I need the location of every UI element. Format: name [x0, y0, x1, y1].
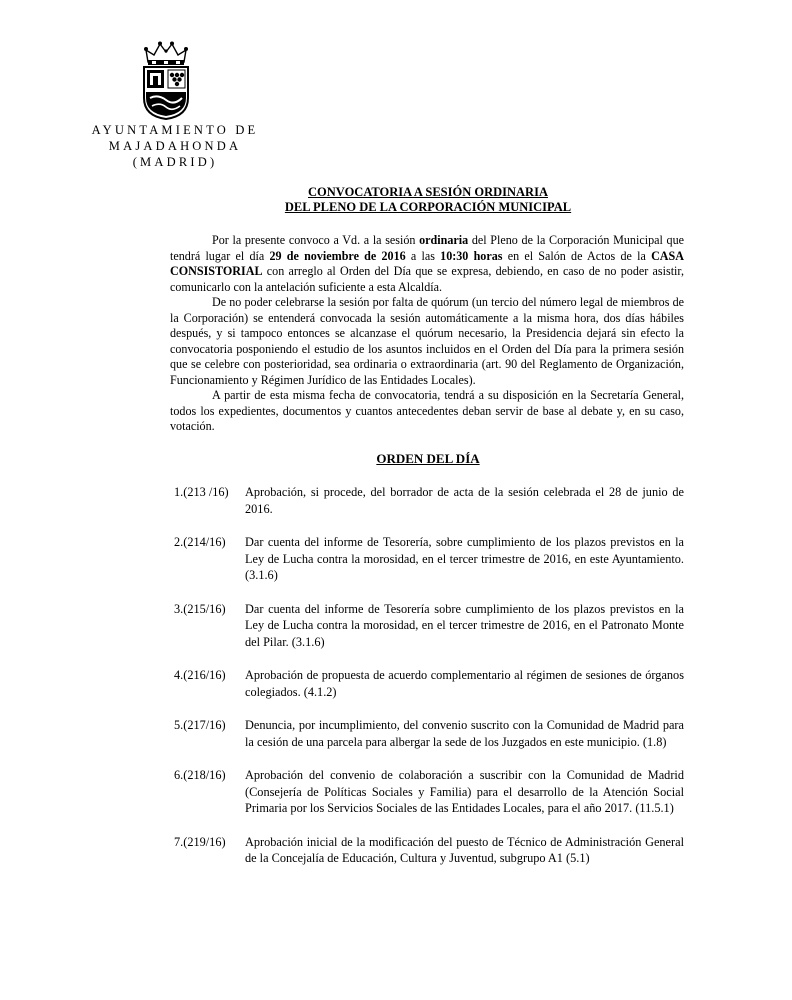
agenda-item-text: Denuncia, por incumplimiento, del convenio suscrito con la Comunidad de Madrid para la cesión de una parcela para albergar la sede de los Juzgados en este municipio. (1.8) [245, 718, 684, 749]
document-title [170, 185, 686, 215]
agenda-item-number: 5.(217/16) [174, 718, 226, 732]
agenda-item [174, 667, 684, 700]
intro-text: con arreglo al Orden del Día que se expresa, debiendo, en caso de no poder asistir, comunicarlo con la antelación suficiente a esta Alcaldía. [170, 264, 684, 294]
intro-body [170, 233, 684, 435]
agenda-item [174, 717, 684, 750]
agenda-item-text: Dar cuenta del informe de Tesorería sobre cumplimiento de los plazos previstos en la Ley de Lucha contra la morosidad, en el tercer trimestre de 2016, en el Patronato Monte del Pilar. (3.1.6) [245, 601, 684, 649]
org-line-2: MAJADAHONDA [108, 139, 242, 153]
agenda-item-number: 1.(213 /16) [174, 485, 229, 499]
intro-paragraph-1 [170, 233, 684, 295]
agenda-item-number: 4.(216/16) [174, 668, 226, 682]
title-line-1: CONVOCATORIA A SESIÓN ORDINARIA [308, 185, 548, 199]
intro-text: en el Salón de Actos de la [502, 248, 652, 263]
agenda-item [174, 484, 684, 517]
agenda-item [174, 601, 684, 651]
agenda-item-text: Dar cuenta del informe de Tesorería, sobre cumplimiento de los plazos previstos en la Ley de Lucha contra la morosidad, en el tercer trimestre de 2016, en este Ayuntamiento. (3.1.6) [245, 535, 684, 582]
intro-text: del Pleno de la Corporación Municipal que tendrá lugar el día [170, 233, 684, 263]
agenda-item-number: 6.(218/16) [174, 768, 226, 782]
org-line-3: (MADRID) [132, 155, 218, 169]
org-line-1: AYUNTAMIENTO DE [91, 123, 259, 137]
session-date: 29 de noviembre de 2016 [269, 248, 406, 263]
agenda-item-text: Aprobación del convenio de colaboración a suscribir con la Comunidad de Madrid (Consejería de Políticas Sociales y Familia) para el desarrollo de la Atención Social Primaria por los Servicios Sociales de las Entidades Locales, para el año 2017. (11.5.1) [245, 768, 684, 815]
intro-paragraph-3: A partir de esta misma fecha de convocatoria, tendrá a su disposición en la Secretaría General, todos los expedientes, documentos y cuantos antecedentes deban servir de base al debate y, en su caso, votación. [170, 388, 684, 433]
agenda-list [174, 484, 684, 884]
agenda-item-number: 2.(214/16) [174, 535, 226, 549]
session-type: ordinaria [419, 233, 469, 247]
organization-name [80, 122, 270, 170]
agenda-item [174, 534, 684, 584]
agenda-item-text: Aprobación, si procede, del borrador de acta de la sesión celebrada el 28 de junio de 2016. [245, 485, 684, 516]
agenda-heading: ORDEN DEL DÍA [376, 451, 480, 466]
agenda-item [174, 834, 684, 867]
session-time: 10:30 horas [440, 248, 503, 263]
agenda-item-text: Aprobación inicial de la modificación del puesto de Técnico de Administración General de la Concejalía de Educación, Cultura y Juventud, subgrupo A1 (5.1) [245, 834, 684, 865]
intro-paragraph-2: De no poder celebrarse la sesión por falta de quórum (un tercio del número legal de miembros de la Corporación) se entenderá convocada la sesión automáticamente a la misma hora, dos días hábiles después, y si tampoco entonces se alcanzase el quórum necesario, la Presidencia dejará sin efecto la convocatoria posponiendo el estudio de los asuntos incluidos en el Orden del Día para la primera sesión que se celebre con posterioridad, sea ordinaria o extraordinaria (art. 90 del Reglamento de Organización, Funcionamiento y Régimen Jurídico de las Entidades Locales). [170, 295, 684, 387]
intro-text: Por la presente convoco a Vd. a la sesión [212, 233, 420, 247]
agenda-item-text: Aprobación de propuesta de acuerdo complementario al régimen de sesiones de órganos colegiados. (4.1.2) [245, 668, 684, 699]
coat-of-arms-icon [140, 40, 192, 120]
agenda-item-number: 3.(215/16) [174, 601, 226, 616]
agenda-item-number: 7.(219/16) [174, 834, 226, 849]
intro-text: a las [405, 248, 441, 263]
agenda-item [174, 767, 684, 817]
title-line-2: DEL PLENO DE LA CORPORACIÓN MUNICIPAL [284, 200, 572, 214]
session-venue: CASA CONSISTORIAL [170, 248, 684, 278]
